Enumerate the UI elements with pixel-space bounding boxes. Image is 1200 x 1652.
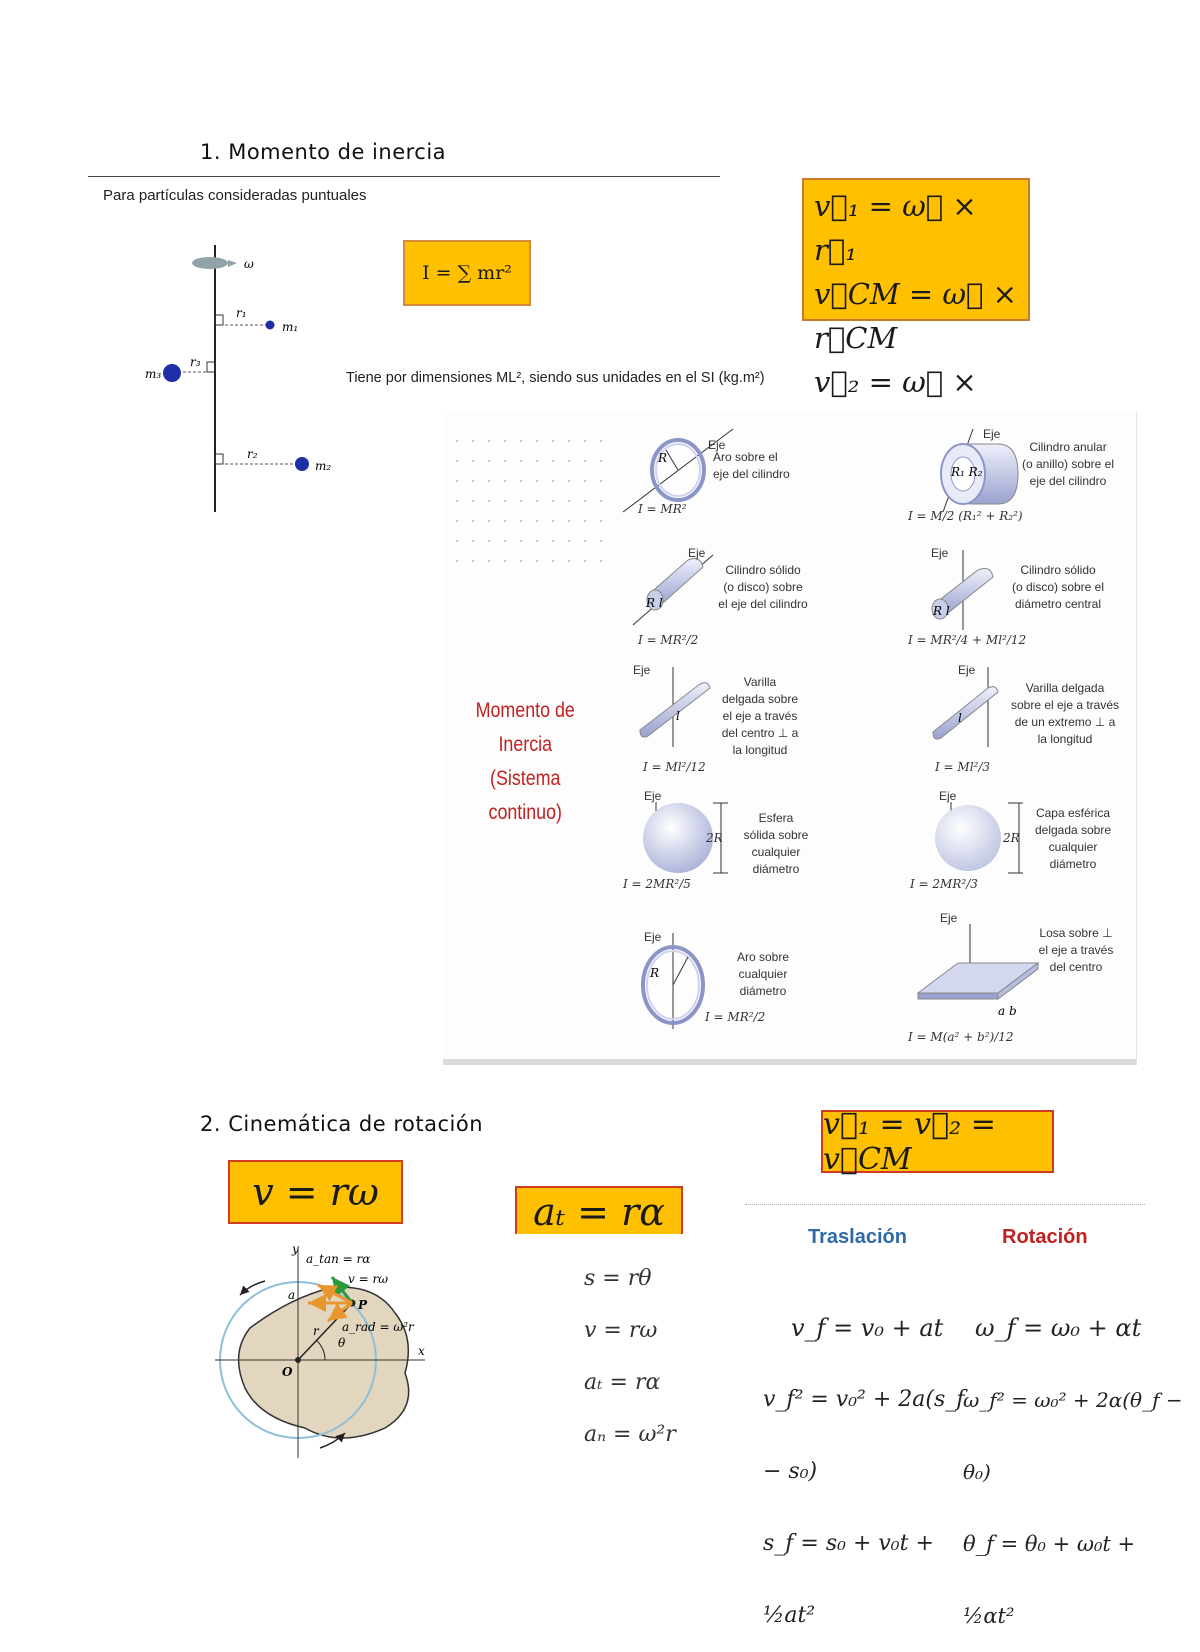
relation-v: v = rω xyxy=(584,1318,658,1343)
svg-text:Eje: Eje xyxy=(939,789,957,803)
item-hoop-formula: I = MR² xyxy=(638,502,687,516)
relation-s: s = rθ xyxy=(584,1266,652,1291)
particle-diagram xyxy=(140,240,340,515)
equal-velocities-box xyxy=(821,1106,1054,1177)
svg-text:Eje: Eje xyxy=(644,789,662,803)
traslacion-eq-1: v_f = v₀ + at xyxy=(791,1314,944,1342)
section1-subtitle: Para partículas consideradas puntuales xyxy=(103,187,367,204)
rotacion-eq-1: ω_f = ω₀ + αt xyxy=(975,1314,1142,1342)
at-r-alpha: aₜ = rα xyxy=(533,1190,665,1234)
item-shell-formula: I = 2MR²/3 xyxy=(910,877,978,891)
svg-text:y: y xyxy=(292,1243,299,1256)
item-sphere-formula: I = 2MR²/5 xyxy=(623,877,691,891)
traslacion-equations xyxy=(763,1292,973,1652)
svg-text:Eje: Eje xyxy=(633,663,651,677)
svg-text:Eje: Eje xyxy=(983,427,1001,441)
svg-text:Eje: Eje xyxy=(688,546,706,560)
v-equals-r-omega-box xyxy=(228,1160,403,1224)
svg-text:Eje: Eje xyxy=(940,911,958,925)
mass-m1 xyxy=(266,321,275,330)
rotacion-eq-3: θ_f = θ₀ + ω₀t + ½αt² xyxy=(963,1532,1136,1628)
inertia-formula-box xyxy=(403,240,531,306)
dotted-separator xyxy=(745,1204,1145,1205)
relation-an: aₙ = ω²r xyxy=(584,1422,676,1447)
inertia-formula: I = ∑ mr² xyxy=(422,262,512,284)
velocity-box xyxy=(802,178,1030,399)
traslacion-eq-3: s_f = s₀ + v₀t + ½at² xyxy=(763,1531,934,1628)
svg-text:P: P xyxy=(358,1298,368,1312)
item-hoop-desc: Aro sobre el eje del cilindro xyxy=(713,450,790,481)
item-slab-desc: Losa sobre ⊥ el eje a través del centro xyxy=(1038,926,1114,974)
section1-rule xyxy=(88,176,720,177)
inertia-table xyxy=(443,412,1137,1065)
svg-text:x: x xyxy=(418,1344,425,1358)
item-annular-formula: I = M/2 (R₁² + R₂²) xyxy=(908,509,1023,523)
caption-line-2: (Sistema continuo) xyxy=(488,767,562,824)
item-solid-cyl-diam-formula: I = MR²/4 + Ml²/12 xyxy=(908,633,1027,647)
section1-title: 1. Momento de inercia xyxy=(200,140,447,164)
item-solid-cyl-diam-desc: Cilindro sólido (o disco) sobre el diámetro central xyxy=(1011,563,1105,611)
svg-text:Eje: Eje xyxy=(958,663,976,677)
section2-title: 2. Cinemática de rotación xyxy=(200,1112,484,1136)
item-solid-cyl-formula: I = MR²/2 xyxy=(638,633,699,647)
item-solid-cyl-desc: Cilindro sólido (o disco) sobre el eje del cilindro xyxy=(718,563,808,611)
svg-text:v = rω: v = rω xyxy=(348,1272,388,1286)
caption-line-1: Momento de Inercia xyxy=(475,699,575,756)
item-shell-desc: Capa esférica delgada sobre cualquier diámetro xyxy=(1034,806,1112,871)
table-caption xyxy=(453,694,598,830)
m1-label: m₁ xyxy=(282,320,299,334)
velocity-eq-cm: v⃗CM = ω⃗ × r⃗CM xyxy=(814,277,1017,355)
svg-text:R l: R l xyxy=(933,604,950,618)
item-slab-formula: I = M(a² + b²)/12 xyxy=(908,1030,1014,1044)
svg-text:a_rad = ω²r: a_rad = ω²r xyxy=(342,1320,414,1334)
omega-label: ω xyxy=(244,257,254,271)
dot-pattern xyxy=(453,437,623,567)
m2-label: m₂ xyxy=(315,459,332,473)
velocity-eq-2: v⃗₂ = ω⃗ × xyxy=(814,365,977,399)
solid-sphere-figure xyxy=(638,788,748,883)
item-annular-desc: Cilindro anular (o anillo) sobre el eje del cilindro xyxy=(1021,440,1115,488)
svg-text:O: O xyxy=(282,1365,293,1379)
item-rod-center-desc: Varilla delgada sobre el eje a través del centro ⊥ a la longitud xyxy=(721,675,799,757)
dimensions-text: Tiene por dimensiones ML², siendo sus unidades en el SI (kg.m²) xyxy=(346,370,765,386)
svg-text:l: l xyxy=(958,711,962,725)
svg-text:Eje: Eje xyxy=(644,930,662,944)
mass-m2 xyxy=(295,457,309,471)
mass-m3 xyxy=(163,364,181,382)
svg-text:2R: 2R xyxy=(1003,831,1020,845)
r3-label: r₃ xyxy=(190,355,201,369)
traslacion-header: Traslación xyxy=(808,1226,907,1248)
at-equals-r-alpha-box xyxy=(515,1186,683,1234)
rotacion-eq-2: ω_f² = ω₀² + 2α(θ_f − θ₀) xyxy=(963,1388,1183,1484)
svg-text:Eje: Eje xyxy=(708,438,726,452)
svg-text:R: R xyxy=(658,451,668,465)
svg-text:a b: a b xyxy=(998,1004,1017,1018)
traslacion-eq-2: v_f² = v₀² + 2a(s_f − s₀) xyxy=(763,1387,965,1484)
item-sphere-desc: Esfera sólida sobre cualquier diámetro xyxy=(743,811,809,876)
svg-text:l: l xyxy=(676,709,680,723)
relation-at: aₜ = rα xyxy=(584,1370,661,1395)
rotating-body-diagram xyxy=(210,1243,435,1463)
item-rod-end-desc: Varilla delgada sobre el eje a través de un extremo ⊥ a la longitud xyxy=(1010,681,1120,746)
item-rod-center-formula: I = Ml²/12 xyxy=(643,760,706,774)
svg-text:Eje: Eje xyxy=(931,546,949,560)
v-r-omega: v = rω xyxy=(252,1170,379,1214)
svg-text:2R: 2R xyxy=(706,831,723,845)
svg-text:r: r xyxy=(313,1324,319,1338)
r2-label: r₂ xyxy=(247,447,258,461)
rotacion-header: Rotación xyxy=(1002,1226,1088,1248)
svg-text:a_tan = rα: a_tan = rα xyxy=(306,1252,371,1266)
annular-cylinder-figure xyxy=(913,424,1023,514)
r1-label: r₁ xyxy=(236,306,247,320)
m3-label: m₃ xyxy=(145,367,162,381)
velocity-eq-1: v⃗₁ = ω⃗ × r⃗₁ xyxy=(814,189,977,267)
svg-text:R: R xyxy=(650,966,660,980)
svg-text:θ: θ xyxy=(338,1336,346,1350)
item-rod-end-formula: I = Ml²/3 xyxy=(935,760,991,774)
equal-velocities: v⃗₁ = v⃗₂ = v⃗CM xyxy=(823,1106,996,1177)
item-hoop-diam-formula: I = MR²/2 xyxy=(705,1010,766,1024)
svg-text:R l: R l xyxy=(646,596,663,610)
rotacion-equations xyxy=(963,1292,1193,1652)
svg-text:a: a xyxy=(288,1288,296,1302)
svg-text:R₁ R₂: R₁ R₂ xyxy=(951,465,983,479)
item-hoop-diam-desc: Aro sobre cualquier diámetro xyxy=(736,950,790,998)
rotation-relations xyxy=(584,1253,676,1461)
